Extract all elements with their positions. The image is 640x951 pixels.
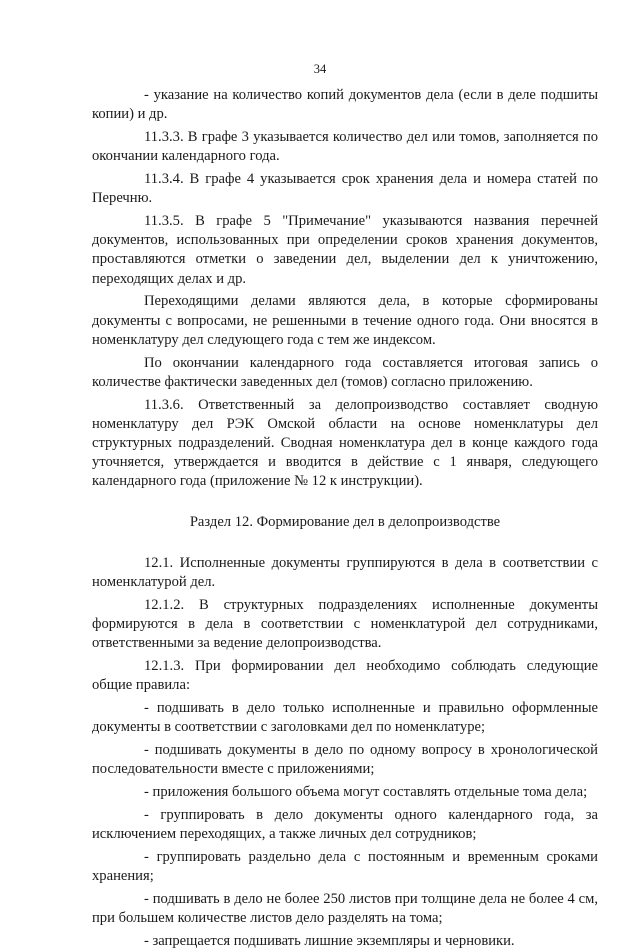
- rule-item: - группировать раздельно дела с постоянным и временным сроками хранения;: [92, 848, 598, 885]
- rule-item: - группировать в дело документы одного календарного года, за исключением переходящих, а также личных дел сотрудников;: [92, 806, 598, 843]
- section-heading: Раздел 12. Формирование дел в делопроизводстве: [189, 513, 501, 530]
- paragraph-11-3-3: 11.3.3. В графе 3 указывается количество дел или томов, заполняется по окончании календарного года.: [92, 129, 598, 165]
- rule-item: - подшивать в дело не более 250 листов при толщине дела не более 4 см, при большем количестве листов дело разделять на тома;: [92, 890, 598, 927]
- document-body: [92, 86, 598, 951]
- rule-item: - подшивать в дело только исполненные и правильно оформленные документы в соответствии с заголовками дел по номенклатуре;: [92, 700, 598, 736]
- paragraph-copies-note: - указание на количество копий документов дела (если в деле подшиты копии) и др.: [92, 87, 598, 123]
- paragraph-11-3-5: 11.3.5. В графе 5 "Примечание" указываются названия перечней документов, использованных при определении сроков хранения документов, проставляются отметки о заведении дел, выделении дел к уничтожению, переходящих делах и др.: [92, 213, 598, 287]
- paragraph-11-3-4: 11.3.4. В графе 4 указывается срок хранения дела и номера статей по Перечню.: [92, 171, 598, 207]
- page-number: 34: [313, 62, 327, 76]
- rule-item: - подшивать документы в дело по одному вопросу в хронологической последовательности вместе с приложениями;: [92, 742, 598, 778]
- rule-item: - приложения большого объема могут составлять отдельные тома дела;: [144, 784, 588, 801]
- paragraph-year-end-record: По окончании календарного года составляется итоговая запись о количестве фактически заведенных дел (томов) согласно приложению.: [92, 354, 598, 390]
- paragraph-12-1: 12.1. Исполненные документы группируются в дела в соответствии с номенклатурой дел.: [92, 554, 598, 591]
- paragraph-12-1-3: 12.1.3. При формировании дел необходимо соблюдать следующие общие правила:: [92, 658, 598, 694]
- paragraph-transitional-cases: Переходящими делами являются дела, в которые сформированы документы с вопросами, не решенными в течение одного года. Они вносятся в номенклатуру дел следующего года с тем же индексом.: [92, 293, 598, 348]
- rule-item: - запрещается подшивать лишние экземпляры и черновики.: [144, 932, 515, 949]
- paragraph-12-1-2: 12.1.2. В структурных подразделениях исполненные документы формируются в дела в соответствии с номенклатурой дел сотрудниками, ответственными за ведение делопроизводства.: [92, 596, 598, 652]
- paragraph-11-3-6: 11.3.6. Ответственный за делопроизводство составляет сводную номенклатуру дел РЭК Омской области на основе номенклатуры дел структурных подразделений. Сводная номенклатура дел в конце каждого года уточняется, утверждается и вводится в действие с 1 января, следующего календарного года (приложение № 12 к инструкции).: [92, 396, 598, 490]
